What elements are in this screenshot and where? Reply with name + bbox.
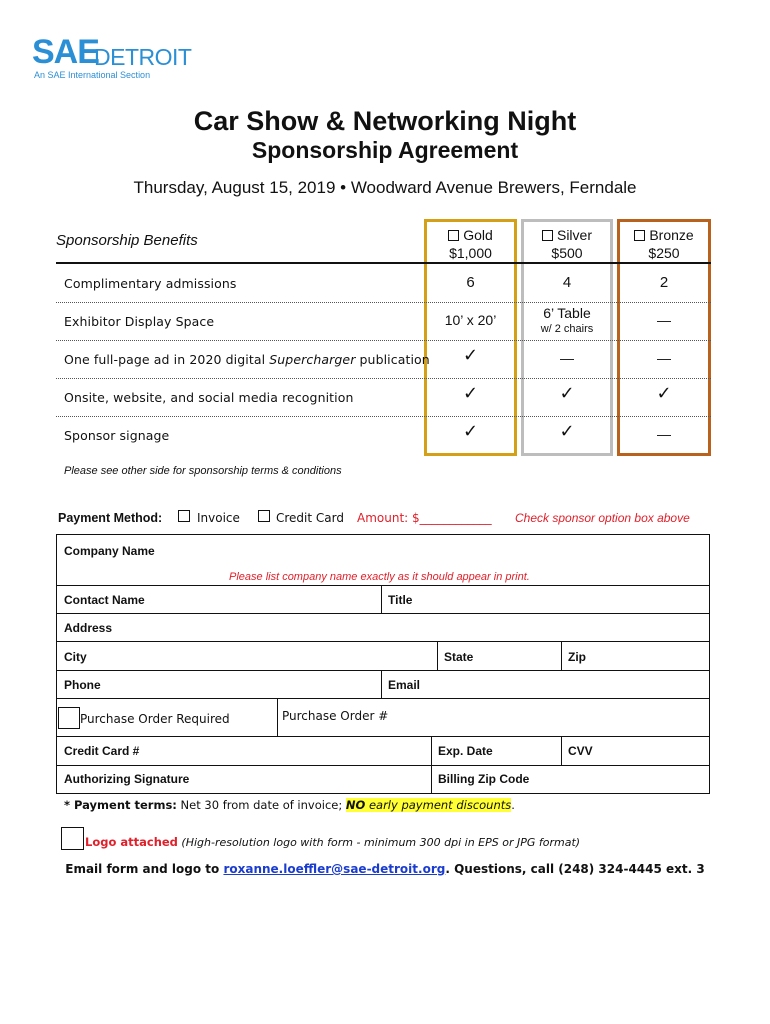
form-rule [381, 670, 382, 698]
po-number-field[interactable]: Purchase Order # [282, 709, 389, 723]
form-rule [437, 641, 438, 670]
page-subtitle: Sponsorship Agreement [251, 137, 519, 163]
credit-card-number-field[interactable]: Credit Card # [64, 744, 140, 758]
logo-attached-detail: (High-resolution logo with form - minimum 300 dpi in EPS or JPG format) [177, 836, 581, 849]
logo-attached-label: Logo attached [85, 835, 178, 849]
logo-sae: SAE [32, 33, 99, 71]
contact-post: . Questions, call (248) 324-4445 ext. 3 [445, 862, 705, 876]
form-rule [57, 585, 709, 586]
gold-recognition-check: ✓ [462, 383, 479, 404]
phone-field[interactable]: Phone [64, 678, 101, 692]
contact-name-field[interactable]: Contact Name [64, 593, 145, 607]
form-rule [57, 765, 709, 766]
form-rule [57, 670, 709, 671]
payment-hint: Check sponsor option box above [515, 511, 690, 525]
row-label-signage: Sponsor signage [64, 428, 170, 443]
row-label-recognition: Onsite, website, and social media recognition [64, 390, 354, 405]
benefits-heading: Sponsorship Benefits [56, 232, 198, 249]
invoice-label: Invoice [197, 511, 240, 525]
tier-silver-name: Silver [556, 227, 592, 243]
event-line: Thursday, August 15, 2019 • Woodward Avenue Brewers, Ferndale [133, 178, 637, 197]
contact-email-link[interactable]: roxanne.loeffler@sae-detroit.org [223, 862, 446, 876]
sae-detroit-logo [32, 33, 202, 83]
row-label-display-space: Exhibitor Display Space [64, 314, 215, 329]
silver-admissions: 4 [562, 274, 572, 291]
gold-checkbox[interactable] [448, 230, 459, 241]
tier-gold-header[interactable] [427, 226, 514, 262]
credit-card-label: Credit Card [276, 511, 344, 525]
credit-card-checkbox[interactable] [258, 510, 270, 522]
payment-method-label: Payment Method: [58, 511, 163, 525]
logo-attached-checkbox[interactable] [61, 827, 84, 850]
po-required-label: Purchase Order Required [80, 712, 230, 726]
logo-tagline: An SAE International Section [34, 70, 151, 80]
sponsor-info-form [56, 534, 710, 794]
terms-highlight-text: early payment discounts [365, 798, 512, 812]
tier-bronze-price: $250 [648, 245, 680, 261]
terms-no: NO [345, 798, 366, 812]
terms-end: . [511, 798, 515, 812]
form-rule [57, 641, 709, 642]
cvv-field[interactable]: CVV [568, 744, 593, 758]
gold-admissions: 6 [466, 274, 475, 291]
form-rule [57, 698, 709, 699]
label-publication: Supercharger [269, 352, 356, 367]
invoice-checkbox[interactable] [178, 510, 190, 522]
bronze-display-space: — [657, 312, 671, 328]
form-rule [57, 613, 709, 614]
silver-checkbox[interactable] [542, 230, 553, 241]
bronze-ad: — [657, 350, 671, 366]
tier-bronze-header[interactable] [620, 226, 708, 262]
row-label-admissions: Complimentary admissions [64, 276, 237, 291]
company-name-field[interactable]: Company Name [64, 544, 155, 558]
page-title: Car Show & Networking Night [193, 106, 577, 136]
address-field[interactable]: Address [64, 621, 113, 635]
exp-date-field[interactable]: Exp. Date [438, 744, 493, 758]
title-field[interactable]: Title [388, 593, 413, 607]
tier-gold-price: $1,000 [449, 245, 492, 261]
terms-highlight [346, 798, 511, 812]
table-top-rule [56, 262, 711, 264]
contact-line [0, 862, 770, 876]
row-divider [56, 416, 711, 417]
signature-field[interactable]: Authorizing Signature [64, 772, 190, 786]
billing-zip-field[interactable]: Billing Zip Code [438, 772, 530, 786]
label-text: publication [355, 352, 430, 367]
amount-field[interactable]: Amount: $____________ [357, 511, 492, 525]
logo-detroit: DETROIT [94, 44, 192, 70]
label-text: One full-page ad in 2020 digital [64, 352, 270, 367]
terms-text: Net 30 from date of invoice; [176, 798, 346, 812]
form-rule [561, 641, 562, 670]
row-divider [56, 340, 711, 341]
gold-ad-check: ✓ [462, 345, 479, 366]
silver-display-space-sub: w/ 2 chairs [540, 323, 594, 335]
form-rule [57, 736, 709, 737]
bronze-signage: — [657, 426, 671, 442]
bronze-checkbox[interactable] [634, 230, 645, 241]
form-rule [277, 698, 278, 736]
row-divider [56, 378, 711, 379]
row-label-full-page-ad [64, 352, 430, 367]
gold-signage-check: ✓ [462, 421, 479, 442]
contact-pre: Email form and logo to [65, 862, 224, 876]
tier-bronze-name: Bronze [649, 227, 694, 243]
tier-silver-price: $500 [551, 245, 583, 261]
silver-ad: — [560, 350, 574, 366]
bronze-admissions: 2 [659, 274, 669, 291]
row-divider [56, 302, 711, 303]
bronze-recognition-check: ✓ [656, 383, 672, 404]
email-field[interactable]: Email [388, 678, 421, 692]
logo-attached-line [85, 835, 580, 849]
city-field[interactable]: City [64, 650, 87, 664]
state-field[interactable]: State [444, 650, 474, 664]
silver-display-space: 6’ Table [543, 305, 591, 321]
silver-signage-check: ✓ [559, 421, 575, 442]
form-rule [381, 585, 382, 613]
tier-silver-header[interactable] [524, 226, 610, 262]
terms-note: Please see other side for sponsorship terms & conditions [64, 465, 342, 477]
tier-gold-name: Gold [463, 227, 493, 243]
gold-display-space: 10’ x 20’ [444, 312, 497, 328]
payment-terms [64, 798, 515, 812]
po-required-checkbox[interactable] [58, 707, 80, 729]
form-rule [561, 736, 562, 765]
company-name-hint: Please list company name exactly as it should appear in print. [229, 571, 530, 583]
terms-label: * Payment terms: [64, 798, 177, 812]
silver-recognition-check: ✓ [559, 383, 575, 404]
zip-field[interactable]: Zip [568, 650, 586, 664]
